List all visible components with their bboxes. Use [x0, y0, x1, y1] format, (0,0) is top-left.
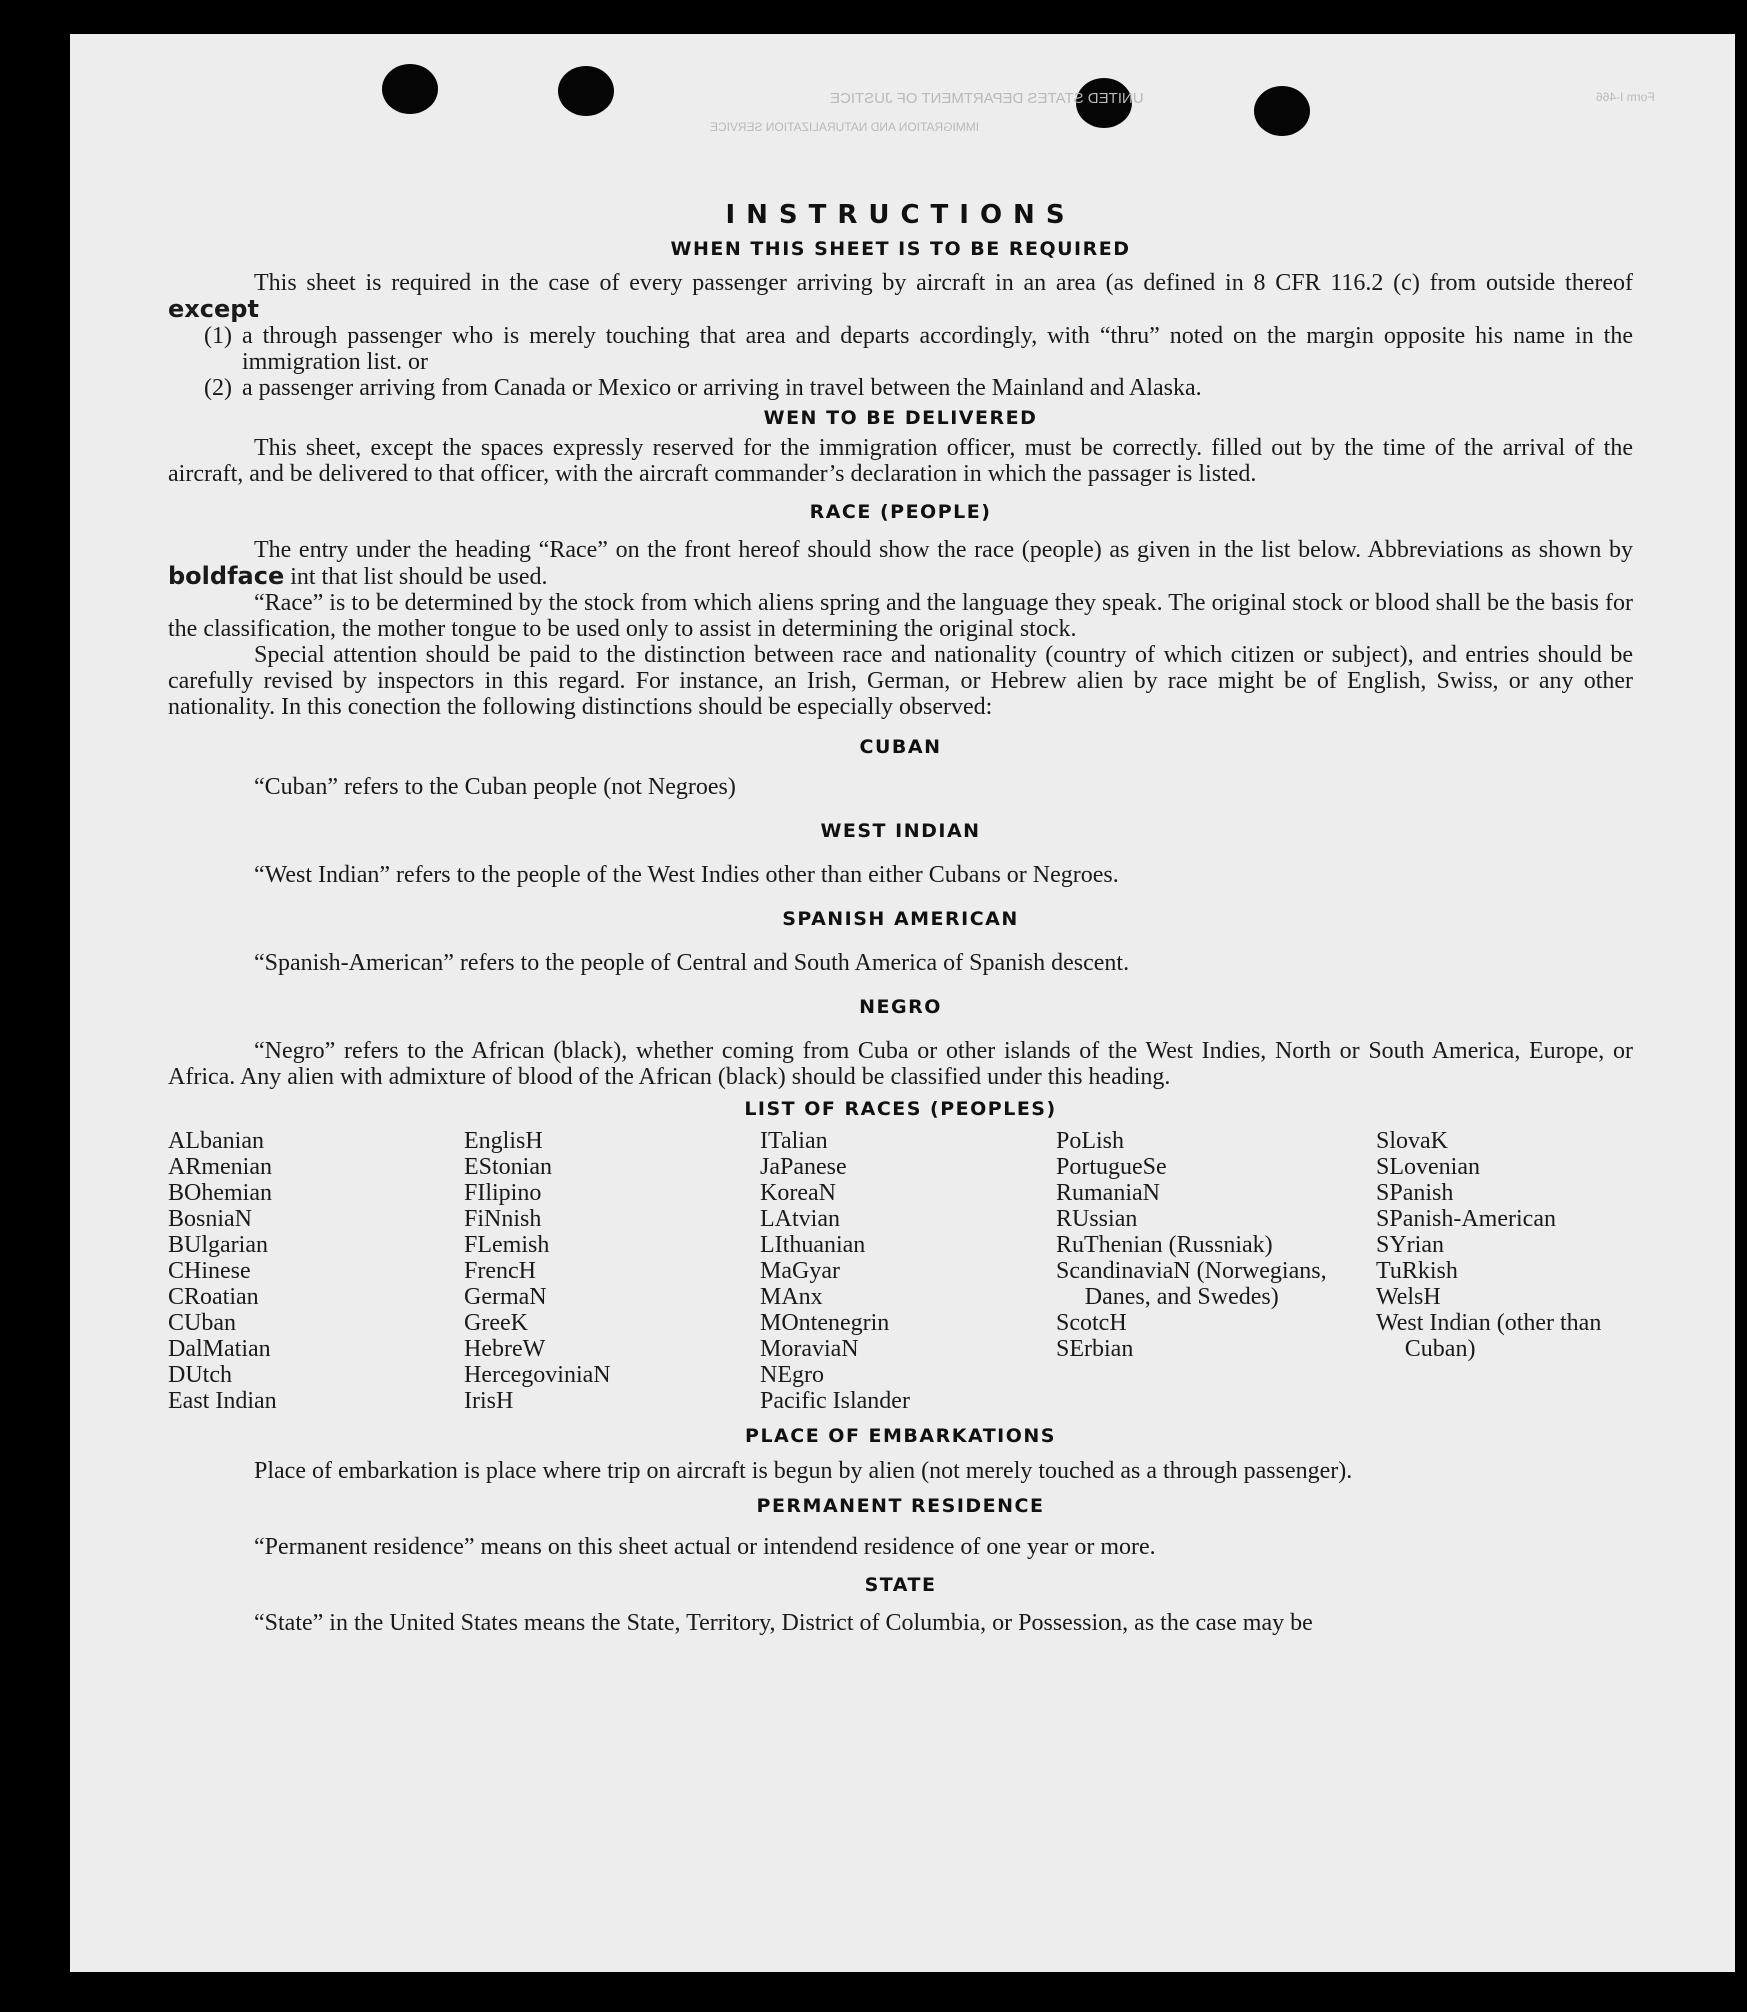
heading-races-list: LIST OF RACES (PEOPLES): [744, 1098, 1057, 1120]
race-entry: FiNnish: [464, 1206, 542, 1232]
race-entry: KoreaN: [760, 1180, 836, 1206]
race-paragraph-3: Special attention should be paid to the distinction between race and nationality (country of which citizen or subject), and entries should be carefully revised by inspectors in this regard. For instance, an Irish, German, or Hebrew alien by race might be of English, Swiss, or any other nationality. In this conection the following distinctions should be especially observed:: [168, 642, 1633, 720]
races-column: [168, 1128, 464, 1414]
races-column: [1376, 1128, 1633, 1414]
bleed-through-form: Form I-466: [1596, 90, 1655, 104]
race-entry: ARmenian: [168, 1154, 272, 1180]
race-entry: SLovenian: [1376, 1154, 1480, 1180]
race-entry: DalMatian: [168, 1336, 271, 1362]
heading-required: WHEN THIS SHEET IS TO BE REQUIRED: [670, 238, 1131, 260]
race-paragraph-2: “Race” is to be determined by the stock from which aliens spring and the language they speak. The original stock or blood shall be the basis for the classification, the mother tongue to be used only to assist in determining the original stock.: [168, 590, 1633, 642]
race-entry: EnglisH: [464, 1128, 543, 1154]
item-number: (2): [204, 375, 232, 401]
heading-embarkation: PLACE OF EMBARKATIONS: [745, 1425, 1056, 1447]
punch-hole: [382, 64, 438, 114]
race-entry: CRoatian: [168, 1284, 259, 1310]
required-intro: This sheet is required in the case of every passenger arriving by aircraft in an area (as defined in 8 CFR 116.2 (c) from outside thereof except: [168, 270, 1633, 323]
item-text: a through passenger who is merely touching that area and departs accordingly, with “thru” noted on the margin opposite his name in the immigration list. or: [242, 323, 1633, 375]
race-entry: NEgro: [760, 1362, 824, 1388]
race-entry: MAnx: [760, 1284, 823, 1310]
heading-spanish-american: SPANISH AMERICAN: [782, 908, 1019, 930]
west-indian-text: “West Indian” refers to the people of the West Indies other than either Cubans or Negroes.: [254, 862, 1119, 888]
exception-item: [168, 375, 1633, 401]
race-entry: FIlipino: [464, 1180, 542, 1206]
delivered-text: This sheet, except the spaces expressly reserved for the immigration officer, must be correctly. filled out by the time of the arrival of the aircraft, and be delivered to that officer, with the aircraft commander’s declaration in which the passager is listed.: [168, 435, 1633, 487]
race-entry: EStonian: [464, 1154, 552, 1180]
heading-delivered: WEN TO BE DELIVERED: [763, 407, 1038, 429]
bleed-through-header: UNITED STATES DEPARTMENT OF JUSTICE: [830, 90, 1144, 107]
boldface-word: boldface: [168, 562, 285, 590]
race-entry: PortugueSe: [1056, 1154, 1167, 1180]
residence-text: “Permanent residence” means on this sheet actual or intendend residence of one year or more.: [254, 1534, 1156, 1560]
race-entry: LAtvian: [760, 1206, 840, 1232]
heading-negro: NEGRO: [859, 996, 942, 1018]
races-column: [760, 1128, 1056, 1414]
punch-hole: [1254, 86, 1310, 136]
page-title: INSTRUCTIONS: [725, 200, 1076, 230]
bleed-through-service: IMMIGRATION AND NATURALIZATION SERVICE: [710, 120, 980, 134]
race-entry: RuThenian (Russniak): [1056, 1232, 1273, 1258]
race-entry: East Indian: [168, 1388, 277, 1414]
race-paragraph-1: The entry under the heading “Race” on the front hereof should show the race (people) as given in the list below. Abbreviations as shown by boldface int that list should be used.: [168, 537, 1633, 590]
race-entry: ScandinaviaN (Norwegians, Danes, and Swedes): [1056, 1258, 1327, 1310]
races-table: [168, 1128, 1633, 1414]
race-entry: GermaN: [464, 1284, 547, 1310]
race-entry: LIthuanian: [760, 1232, 866, 1258]
race-entry: MaGyar: [760, 1258, 840, 1284]
heading-cuban: CUBAN: [859, 736, 942, 758]
race-entry: CUban: [168, 1310, 236, 1336]
heading-race: RACE (PEOPLE): [809, 501, 992, 523]
instructions-body: [168, 194, 1633, 1636]
race-entry: RumaniaN: [1056, 1180, 1160, 1206]
race-entry: HercegoviniaN: [464, 1362, 611, 1388]
race-entry: JaPanese: [760, 1154, 847, 1180]
race-entry: BUlgarian: [168, 1232, 268, 1258]
exception-item: [168, 323, 1633, 375]
races-column: [464, 1128, 760, 1414]
race-entry: West Indian (other than Cuban): [1376, 1310, 1602, 1362]
heading-state: STATE: [864, 1574, 937, 1596]
negro-text: “Negro” refers to the African (black), whether coming from Cuba or other islands of the West Indies, North or South America, Europe, or Africa. Any alien with admixture of blood of the African (black) should be classified under this heading.: [168, 1038, 1633, 1090]
embarkation-text: Place of embarkation is place where trip on aircraft is begun by alien (not merely touched as a through passenger).: [254, 1458, 1353, 1484]
race-entry: ITalian: [760, 1128, 828, 1154]
race-entry: WelsH: [1376, 1284, 1441, 1310]
race-entry: MOntenegrin: [760, 1310, 890, 1336]
race-entry: FLemish: [464, 1232, 550, 1258]
spanish-american-text: “Spanish-American” refers to the people of Central and South America of Spanish descent.: [254, 950, 1130, 976]
race-entry: SErbian: [1056, 1336, 1134, 1362]
heading-west-indian: WEST INDIAN: [820, 820, 981, 842]
race-entry: TuRkish: [1376, 1258, 1458, 1284]
item-number: (1): [204, 323, 232, 349]
race-entry: SPanish: [1376, 1180, 1454, 1206]
except-word: except: [168, 295, 259, 323]
race-entry: BOhemian: [168, 1180, 272, 1206]
punch-hole: [558, 66, 614, 116]
document-page: [70, 34, 1735, 1972]
race-entry: SPanish-American: [1376, 1206, 1556, 1232]
state-text: “State” in the United States means the State, Territory, District of Columbia, or Possession, as the case may be: [254, 1610, 1313, 1636]
race-entry: SlovaK: [1376, 1128, 1448, 1154]
race-entry: BosniaN: [168, 1206, 252, 1232]
cuban-text: “Cuban” refers to the Cuban people (not Negroes): [254, 774, 736, 800]
race-entry: ScotcH: [1056, 1310, 1127, 1336]
race-entry: Pacific Islander: [760, 1388, 910, 1414]
race-entry: PoLish: [1056, 1128, 1125, 1154]
race-entry: HebreW: [464, 1336, 546, 1362]
race-entry: RUssian: [1056, 1206, 1138, 1232]
race-entry: MoraviaN: [760, 1336, 859, 1362]
race-entry: FrencH: [464, 1258, 536, 1284]
heading-residence: PERMANENT RESIDENCE: [756, 1495, 1045, 1517]
item-text: a passenger arriving from Canada or Mexico or arriving in travel between the Mainland and Alaska.: [242, 375, 1202, 401]
races-column: [1056, 1128, 1376, 1414]
race-entry: ALbanian: [168, 1128, 264, 1154]
race-entry: CHinese: [168, 1258, 251, 1284]
race-entry: GreeK: [464, 1310, 528, 1336]
race-entry: DUtch: [168, 1362, 232, 1388]
race-entry: SYrian: [1376, 1232, 1444, 1258]
race-entry: IrisH: [464, 1388, 514, 1414]
